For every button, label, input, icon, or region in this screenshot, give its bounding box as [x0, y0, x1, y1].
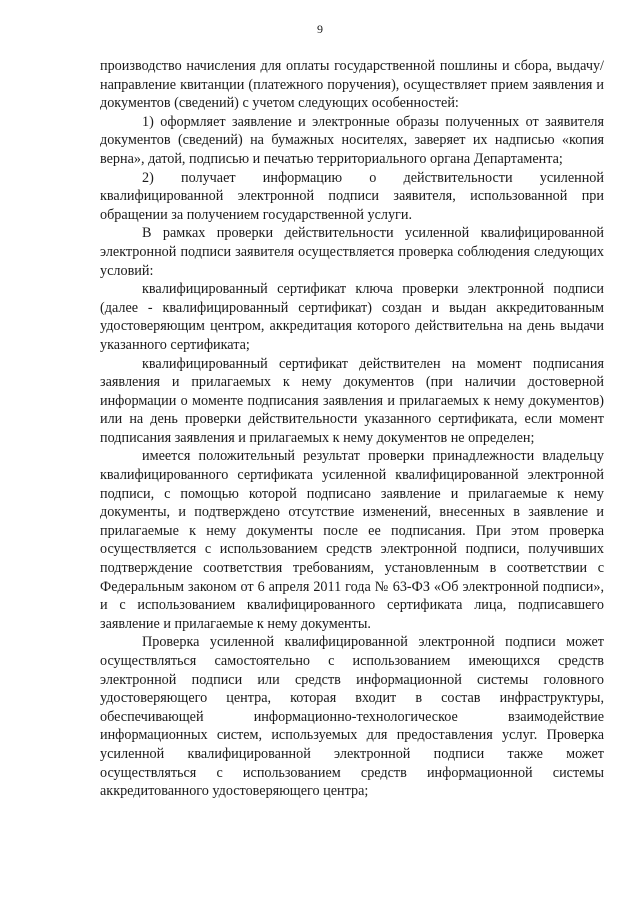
paragraph-verification-methods: Проверка усиленной квалифицированной электронной подписи может осуществляться самостоятельно с использованием имеющихся средств электронной подписи или средств информационной системы головного удостоверяющего центра, которая входит в состав инфраструктуры, обеспечивающей информационно-технологическое взаимодействие информационных систем, используемых для предоставления услуг. Проверка усиленной квалифицированной электронной подписи также может осуществляться с использованием средств информационной системы аккредитованного удостоверяющего центра; [100, 634, 604, 800]
paragraph-condition-positive-result: имеется положительный результат проверки принадлежности владельцу квалифицированного сертификата усиленной квалифицированной электронной подписи, с помощью которой подписано заявление и прилагаемые к нему документы, и подтверждено отсутствие изменений, внесенных в заявление и прилагаемые к нему документы после ее подписания. При этом проверка осуществляется с использованием средств электронной подписи, получивших подтверждение соответствия требованиям, установленным в соответствии с Федеральным законом от 6 апреля 2011 года № 63-ФЗ «Об электронной подписи», и с использованием квалифицированного сертификата лица, подписавшего заявление и прилагаемые к нему документы. [100, 448, 604, 632]
paragraph-condition-certificate-valid: квалифицированный сертификат действителен на момент подписания заявления и прилагаемых к нему документов (при наличии достоверной информации о моменте подписания заявления и прилагаемых к нему документов) или на день проверки действительности указанного сертификата, если момент подписания заявления и прилагаемых к нему документов не определен; [100, 355, 604, 446]
paragraph-condition-certificate-issued: квалифицированный сертификат ключа проверки электронной подписи (далее - квалифицированный сертификат) создан и выдан аккредитованным удостоверяющим центром, аккредитация которого действительна на день выдачи указанного сертификата; [100, 281, 604, 353]
document-body [100, 57, 604, 801]
paragraph-continuation: производство начисления для оплаты государственной пошлины и сбора, выдачу/направление квитанции (платежного поручения), осуществляет прием заявления и документов (сведений) с учетом следующих особенностей: [100, 58, 604, 112]
paragraph-item-2: 2) получает информацию о действительности усиленной квалифицированной электронной подписи заявителя, использованной при обращении за получением государственной услуги. [100, 169, 604, 223]
paragraph-item-1: 1) оформляет заявление и электронные образы полученных от заявителя документов (сведений) на бумажных носителях, заверяет их надписью «копия верна», датой, подписью и печатью территориального органа Департамента; [100, 113, 604, 167]
paragraph-verification-intro: В рамках проверки действительности усиленной квалифицированной электронной подписи заявителя осуществляется проверка соблюдения следующих условий: [100, 225, 604, 279]
page-number: 9 [317, 22, 323, 36]
